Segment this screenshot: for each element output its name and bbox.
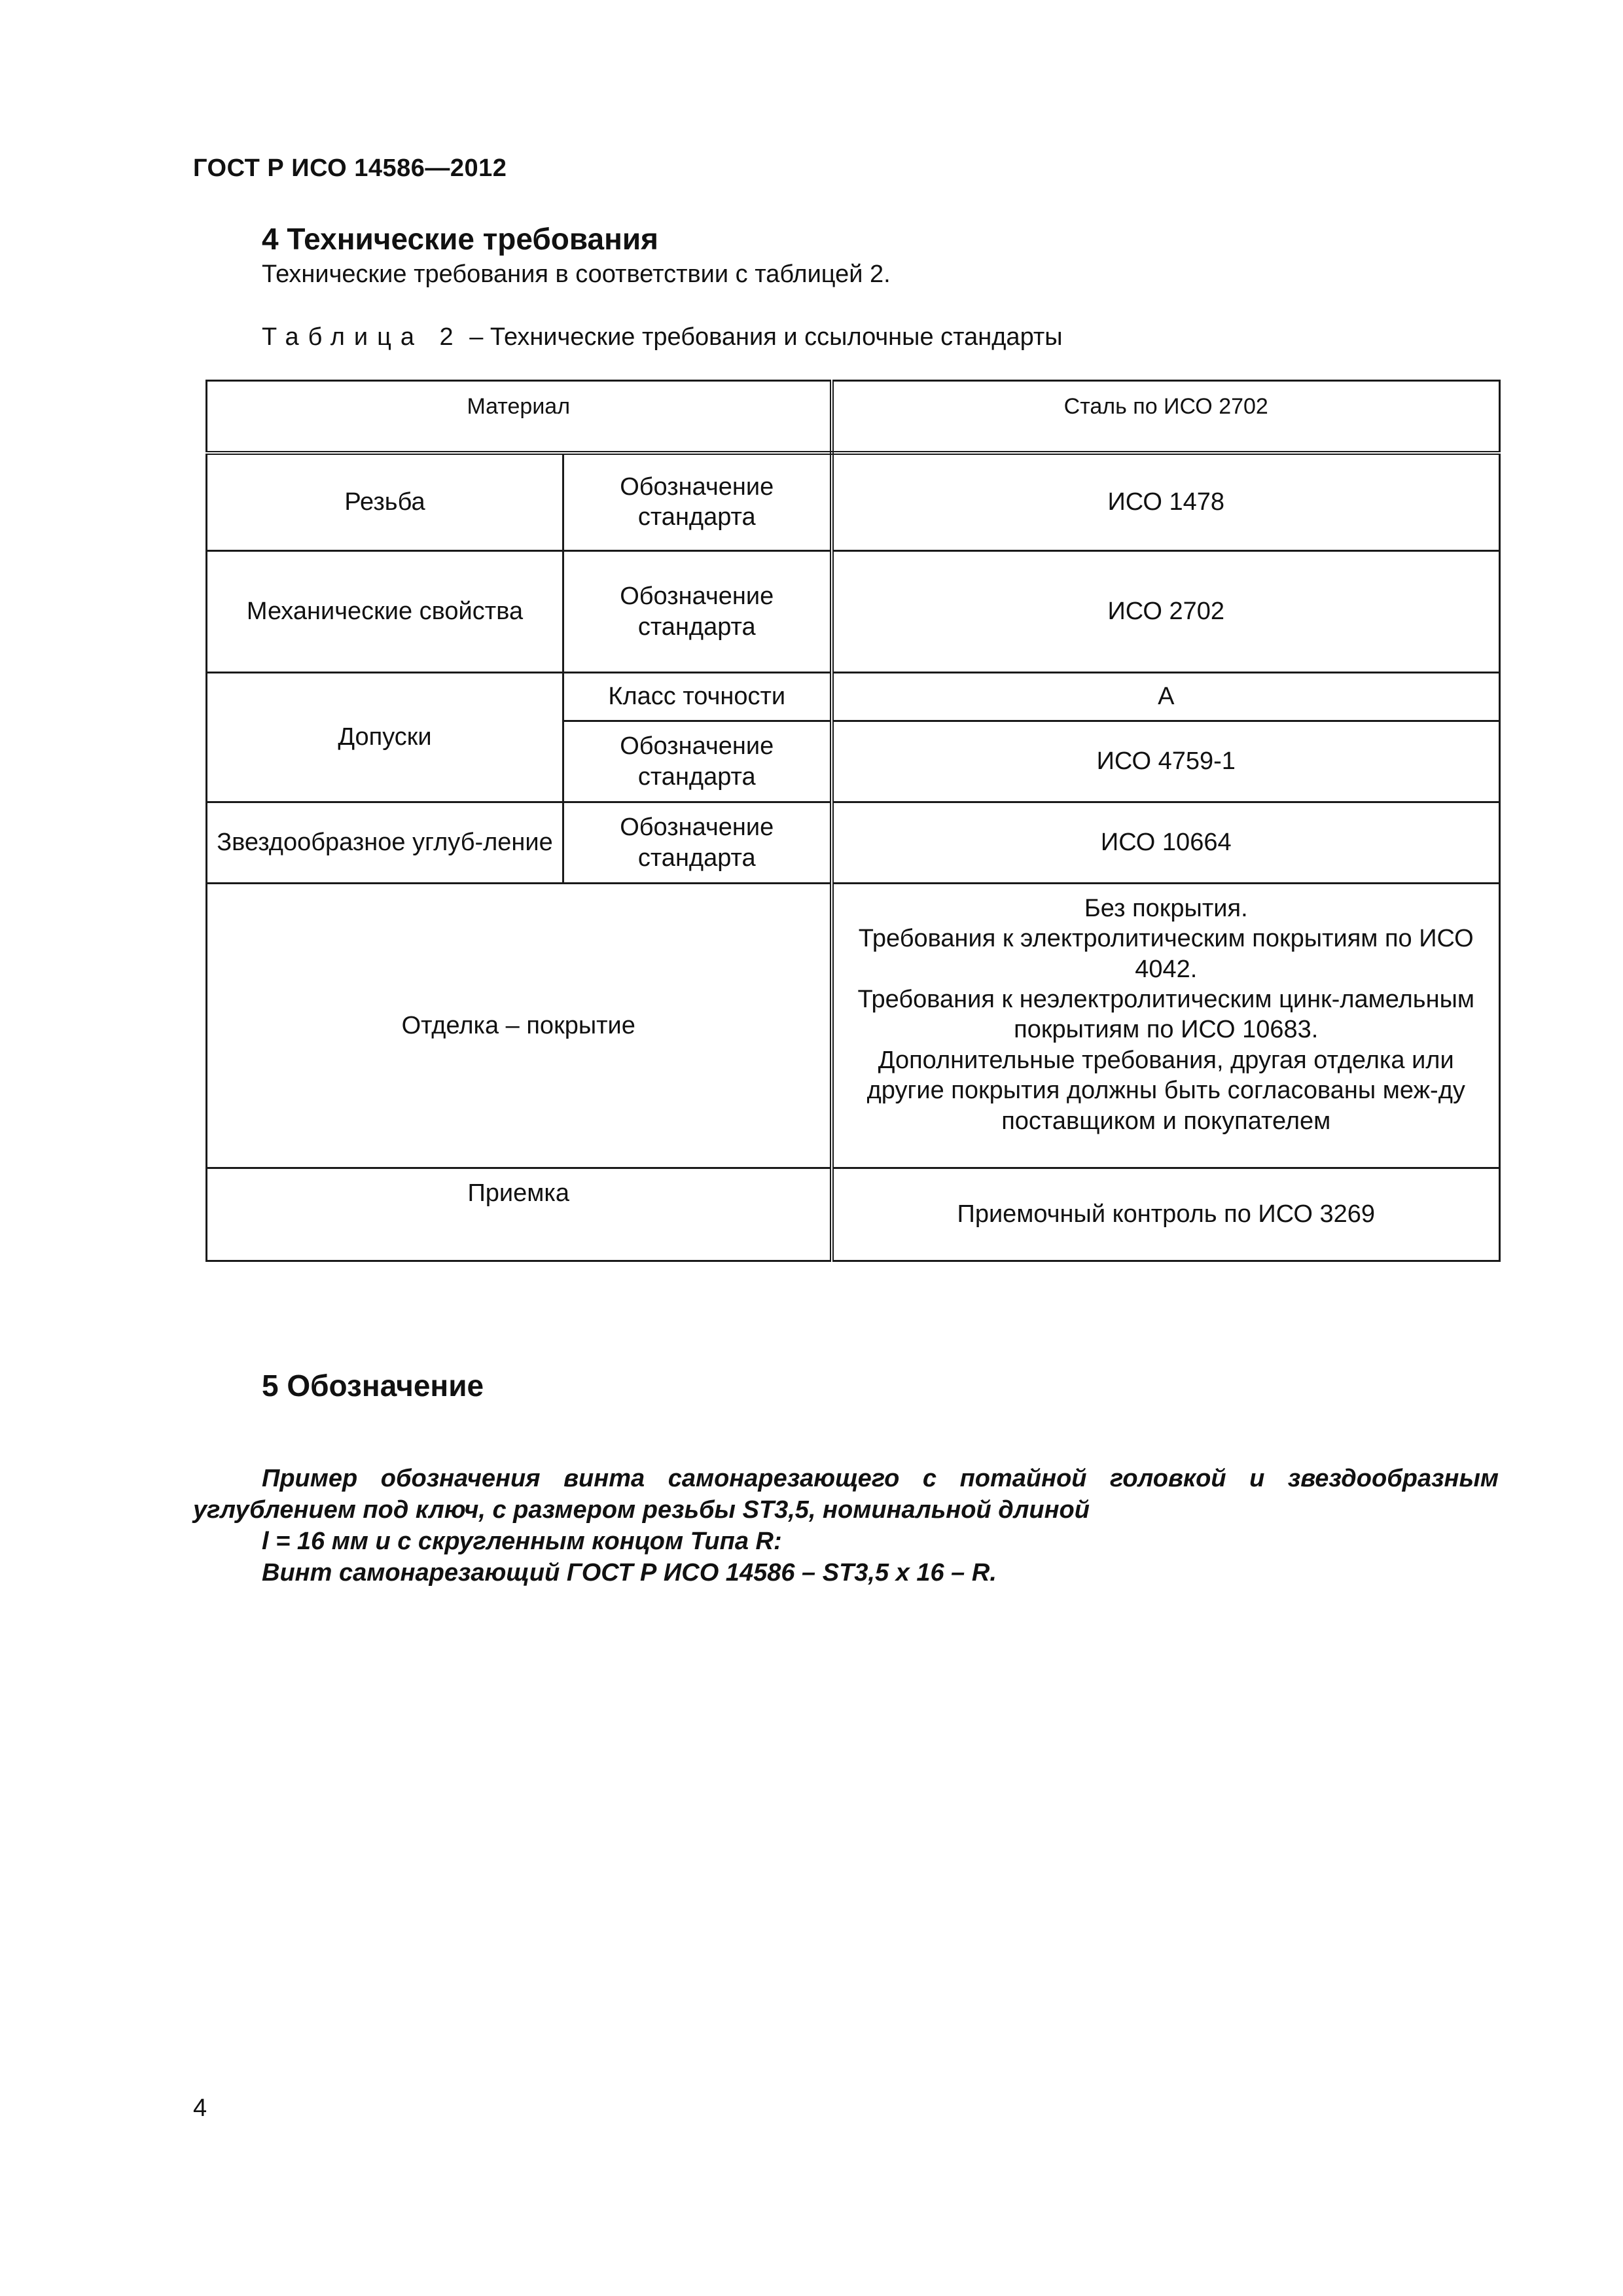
finish-electroplated: Требования к электролитическим покрытиям по ИСО 4042. [858,925,1474,983]
row-recess-param: Обозначение стандарта [563,802,832,884]
row-tol-param1: Класс точности [563,673,832,721]
row-thread-value: ИСО 1478 [832,453,1500,551]
table-row [207,884,1500,1168]
row-recess-value: ИСО 10664 [832,802,1500,884]
row-accept-name: Приемка [207,1168,832,1261]
row-accept-value: Приемочный контроль по ИСО 3269 [832,1168,1500,1261]
table-row [207,802,1500,884]
header-material: Материал [207,381,832,453]
finish-additional: Дополнительные требования, другая отделка или другие покрытия должны быть согласованы меж-ду поставщиком и покупателем [866,1046,1465,1135]
finish-zinc-flake: Требования к неэлектролитическим цинк-ламельным покрытиям по ИСО 10683. [857,986,1475,1044]
example-line-1: Пример обозначения винта самонарезающего с потайной головкой и звездообразным углублением под ключ, с размером резьбы ST3,5, номинальной длиной [193,1465,1499,1524]
row-tol-name: Допуски [207,673,563,802]
table-row [207,453,1500,551]
row-finish-value [832,884,1500,1168]
row-thread-param: Обозначение стандарта [563,453,832,551]
finish-no-coating: Без покрытия. [1084,895,1248,922]
example-line-3: Винт самонарезающий ГОСТ Р ИСО 14586 – ST3,5 x 16 – R. [262,1559,997,1587]
table-caption-text: – Технические требования и ссылочные стандарты [462,323,1063,351]
row-finish-name: Отделка – покрытие [207,884,832,1168]
row-tol-value1: A [832,673,1500,721]
table-row [207,1168,1500,1261]
example-line-2: l = 16 мм и с скругленным концом Типа R: [262,1528,782,1555]
section-5-title: 5 Обозначение [262,1369,484,1403]
table-row [207,673,1500,721]
section-4-title: 4 Технические требования [262,222,658,256]
row-tol-param2: Обозначение стандарта [563,721,832,802]
row-thread-name: Резьба [207,453,563,551]
table-header-row [207,381,1500,453]
header-steel: Сталь по ИСО 2702 [832,381,1500,453]
row-mech-value: ИСО 2702 [832,551,1500,673]
section-4-intro: Технические требования в соответствии с таблицей 2. [262,260,891,288]
row-tol-value2: ИСО 4759-1 [832,721,1500,802]
row-mech-name: Механические свойства [207,551,563,673]
designation-example [193,1463,1499,1588]
page-number: 4 [193,2094,207,2122]
table-row [207,551,1500,673]
row-mech-param: Обозначение стандарта [563,551,832,673]
document-code-header: ГОСТ Р ИСО 14586—2012 [193,154,507,182]
requirements-table [205,380,1501,1262]
table-caption [262,323,1063,351]
table-caption-label: Таблица 2 [262,323,463,351]
row-recess-name: Звездообразное углуб-ление [207,802,563,884]
